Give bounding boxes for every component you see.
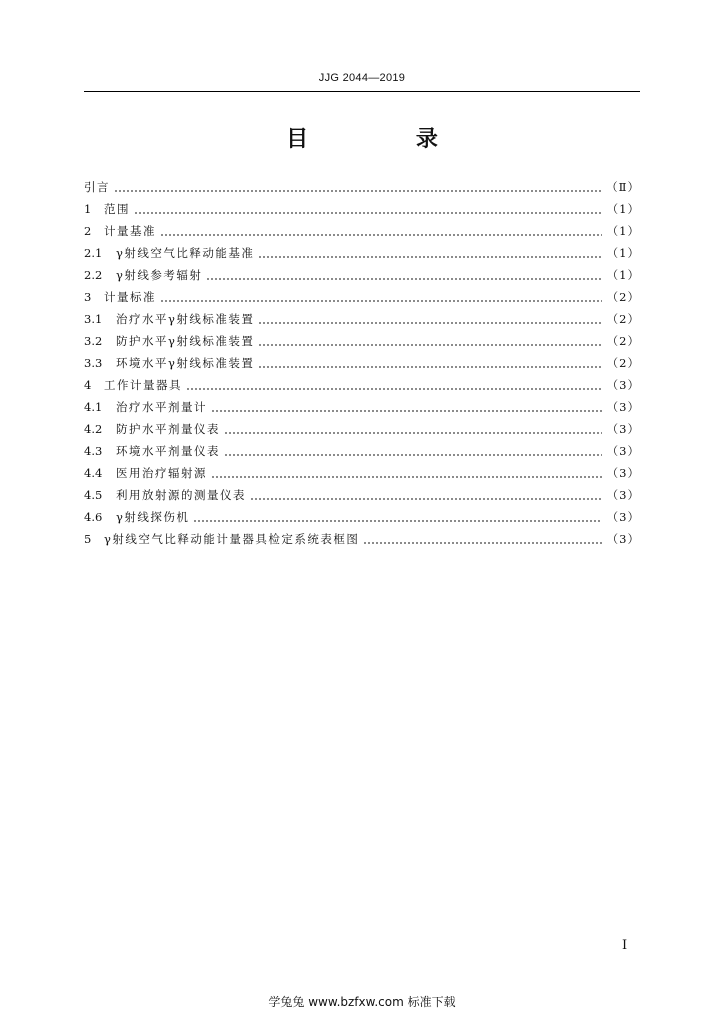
toc-entry-title: 治疗水平γ射线标准装置 [116,312,255,326]
toc-dot-leader [160,224,602,238]
toc-entry-title: γ射线空气比释动能计量器具检定系统表框图 [104,532,360,546]
toc-dot-leader [258,334,602,348]
toc-entry[interactable] [84,484,640,506]
toc-entry-number: 3.3 [84,356,103,370]
toc-entry-page: （3） [606,466,640,480]
toc-entry-number: 5 [84,532,92,546]
toc-entry-number: 1 [84,202,92,216]
toc-entry-title: γ射线参考辐射 [116,268,203,282]
toc-entry-number: 3 [84,290,92,304]
toc-entry-title: γ射线探伤机 [116,510,190,524]
toc-entry-page: （2） [606,334,640,348]
toc-entry-title: 医用治疗辐射源 [116,466,207,480]
toc-entry-page: （1） [606,246,640,260]
toc-entry-number: 4.6 [84,510,103,524]
toc-entry[interactable] [84,418,640,440]
standard-code-header: JJG 2044—2019 [318,72,406,84]
toc-entry-page: （3） [606,400,640,414]
toc-dot-leader [258,312,602,326]
toc-dot-leader [258,356,602,370]
toc-entry-number: 2.1 [84,246,103,260]
toc-entry[interactable] [84,440,640,462]
toc-entry[interactable] [84,352,640,374]
toc-dot-leader [363,532,602,546]
toc-entry-page: （1） [606,268,640,282]
toc-entry-title: 环境水平γ射线标准装置 [116,356,255,370]
toc-entry-number: 4.2 [84,422,103,436]
toc-dot-leader [211,466,602,480]
toc-entry-title: 引言 [84,180,110,194]
toc-entry[interactable] [84,396,640,418]
toc-entry-page: （1） [606,224,640,238]
toc-entry-page: （2） [606,290,640,304]
toc-entry-title: 范围 [104,202,130,216]
toc-entry-number: 2.2 [84,268,103,282]
toc-entry[interactable] [84,264,640,286]
toc-entry-page: （Ⅱ） [606,180,640,194]
toc-entry[interactable] [84,374,640,396]
toc-entry-number: 3.2 [84,334,103,348]
toc-entry[interactable] [84,242,640,264]
watermark-text: 学兔兔 www.bzfxw.com 标准下载 [268,995,456,1009]
toc-entry-page: （2） [606,312,640,326]
toc-entry-title: 环境水平剂量仪表 [116,444,220,458]
toc-entry-number: 2 [84,224,92,238]
toc-dot-leader [114,180,602,194]
toc-entry-page: （3） [606,532,640,546]
toc-entry[interactable] [84,286,640,308]
toc-entry-number: 4 [84,378,92,392]
toc-entry-page: （3） [606,444,640,458]
toc-dot-leader [160,290,602,304]
toc-entry-title: 利用放射源的测量仪表 [116,488,246,502]
toc-dot-leader [250,488,602,502]
toc-entry[interactable] [84,176,640,198]
toc-entry[interactable] [84,308,640,330]
toc-entry-title: 工作计量器具 [104,378,182,392]
toc-dot-leader [186,378,602,392]
toc-dot-leader [206,268,602,282]
toc-entry-page: （2） [606,356,640,370]
toc-entry-number: 3.1 [84,312,103,326]
toc-dot-leader [211,400,602,414]
toc-entry-number: 4.4 [84,466,103,480]
toc-entry[interactable] [84,220,640,242]
toc-entry-title: 治疗水平剂量计 [116,400,207,414]
toc-entry-page: （3） [606,488,640,502]
toc-entry-number: 4.5 [84,488,103,502]
toc-dot-leader [258,246,602,260]
toc-entry-title: 计量基准 [104,224,156,238]
toc-entry[interactable] [84,198,640,220]
toc-entry-page: （3） [606,510,640,524]
toc-dot-leader [224,422,602,436]
toc-entry-page: （3） [606,422,640,436]
toc-entry[interactable] [84,462,640,484]
page-title: 目 录 [286,127,488,152]
table-of-contents [84,176,640,550]
toc-entry-number: 4.3 [84,444,103,458]
toc-dot-leader [193,510,602,524]
toc-entry-number: 4.1 [84,400,103,414]
page-number: Ⅰ [622,938,628,953]
toc-dot-leader [134,202,602,216]
toc-dot-leader [224,444,602,458]
toc-entry[interactable] [84,330,640,352]
toc-entry[interactable] [84,528,640,550]
toc-entry[interactable] [84,506,640,528]
header-divider [84,91,640,92]
toc-entry-title: 防护水平γ射线标准装置 [116,334,255,348]
toc-entry-title: γ射线空气比释动能基准 [116,246,255,260]
toc-entry-page: （3） [606,378,640,392]
toc-entry-page: （1） [606,202,640,216]
toc-entry-title: 计量标准 [104,290,156,304]
toc-entry-title: 防护水平剂量仪表 [116,422,220,436]
